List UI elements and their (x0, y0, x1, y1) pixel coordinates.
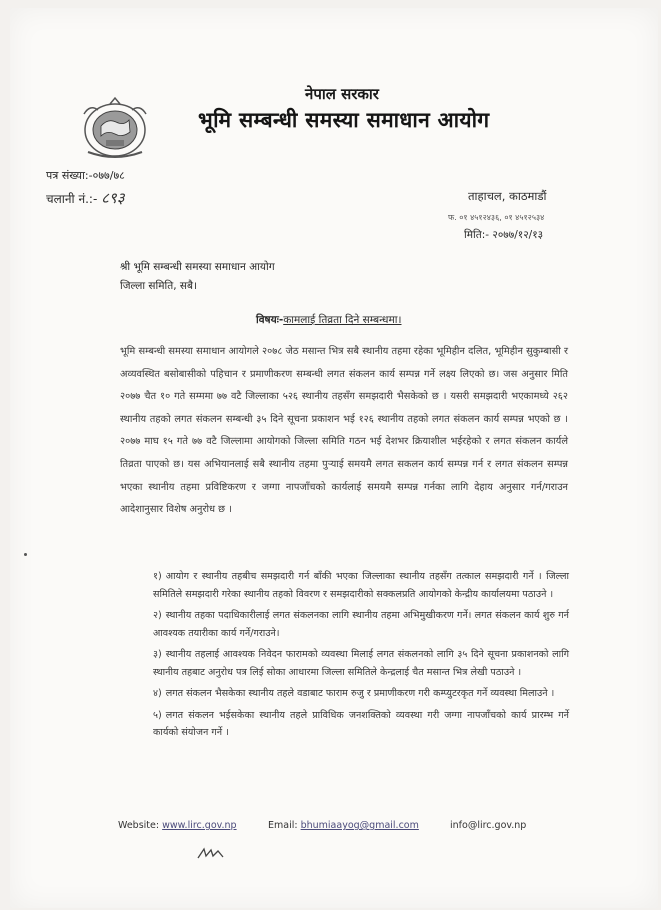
office-phone: फ. ०१ ४५१२४३६, ०१ ४५१२५३४ (448, 213, 545, 222)
subject-text: कामलाई तिव्रता दिने सम्बन्धमा। (283, 314, 402, 326)
government-title: नेपाल सरकार (305, 85, 379, 103)
list-item (153, 685, 569, 703)
list-item-number: २) (153, 610, 162, 621)
dispatch-value: ८९३ (101, 189, 125, 207)
date-label: मिति:- (464, 229, 490, 241)
list-item (153, 607, 569, 642)
email-label: Email: (268, 820, 298, 831)
email-link[interactable]: bhumiaayog@gmail.com (300, 820, 419, 831)
footer-email (268, 820, 419, 831)
subject-label: विषयः- (256, 314, 284, 326)
body-paragraph: भूमि सम्बन्धी समस्या समाधान आयोगले २०७८ जेठ मसान्त भित्र सबै स्थानीय तहमा रहेका भूमिहीन दलित, भूमिहीन सुकुम्बासी र अव्यवस्थित बसोबासीको पहिचान र प्रमाणीकरण सम्बन्धी लगत संकलन कार्य सम्पन्न गर्ने लक्ष्य लिएको छ। जस अनुसार मिति २०७७ चैत १० गते सम्ममा ७७ वटै जिल्लाका ५२६ स्थानीय तहसँग समझदारी भैसकेको छ । यसरी समझदारी भएकामध्ये २६२ स्थानीय तहको लगत संकलन सम्बन्धी ३५ दिने सूचना प्रकाशन भई १२६ स्थानीय तहको लगत संकलन कार्य सम्पन्न भएको छ । २०७७ माघ १५ गते ७७ वटै जिल्लामा आयोगको जिल्ला समिति गठन भई देशभर क्रियाशील भईरहेको र लगत संकलन कार्यले तिव्रता पाएको छ। यस अभियानलाई सबै स्थानीय तहमा पुऱ्याई समयमै लगत सकलन कार्य सम्पन्न गर्न र लगत संकलन सम्पन्न भएका स्थानीय तहमा प्रविष्टिकरण र जग्गा नापजाँचको कार्यलाई समयमै सम्पन्न गर्नका लागि देहाय अनुसार गर्न/गराउन आदेशानुसार विशेष अनुरोध छ । (120, 346, 568, 516)
commission-title: भूमि सम्बन्धी समस्या समाधान आयोग (198, 108, 490, 132)
reference-value: ०७७/७८ (92, 169, 125, 182)
list-item-text: स्थानीय तहलाई आवश्यक निवेदन फारामको व्यवस्था मिलाई लगत संकलनको लागि ३५ दिने सूचना प्रकाशनको लागि स्थानीय तहबाट अनुरोध पत्र लिई सोका आधारमा जिल्ला समितिले केन्द्रलाई चैत मसान्त भित्र लेखी पठाउने । (153, 649, 569, 678)
reference-label: पत्र संख्या:- (46, 169, 93, 182)
list-item (153, 707, 569, 742)
signature-mark-icon (196, 846, 226, 860)
dispatch-number (46, 188, 125, 208)
scan-dot (24, 553, 27, 556)
website-label: Website: (118, 820, 160, 831)
recipient-line-2: जिल्ला समिति, सबै। (120, 280, 197, 292)
recipient-line-1: श्री भूमि सम्बन्धी समस्या समाधान आयोग (120, 261, 275, 273)
footer-info-email: info@lirc.gov.np (450, 820, 527, 831)
subject-line (256, 313, 402, 327)
list-item-text: आयोग र स्थानीय तहबीच समझदारी गर्न बाँकी भएका जिल्लाका स्थानीय तहसँग तत्काल समझदारी गर्ने । जिल्ला समितिले समझदारी गरेका स्थानीय तहको विवरण र समझदारीको सक्कलप्रति आयोगको केन्द्रीय कार्यालयमा पठाउने । (153, 571, 569, 600)
list-item (153, 568, 569, 603)
office-place: ताहाचल, काठमाडौं (468, 189, 547, 203)
dispatch-label: चलानी नं.:- (46, 192, 98, 206)
footer-website (118, 820, 237, 831)
list-item-text: स्थानीय तहका पदाधिकारीलाई लगत संकलनका लागि स्थानीय तहमा अभिमुखीकरण गर्ने। लगत संकलन कार्य शुरु गर्न आवश्यक तयारीका कार्य गर्ने/गराउने। (153, 610, 569, 639)
list-item (153, 646, 569, 681)
letter-date (464, 228, 543, 242)
list-item-number: १) (153, 571, 162, 582)
nepal-emblem-icon (76, 96, 154, 162)
website-link[interactable]: www.lirc.gov.np (162, 820, 237, 831)
list-item-text: लगत संकलन भैसकेका स्थानीय तहले वडाबाट फाराम रुजु र प्रमाणीकरण गरी कम्प्युटरकृत गर्ने व्यवस्था मिलाउने । (165, 688, 555, 699)
instruction-list (153, 568, 569, 746)
list-item-number: ३) (153, 649, 162, 660)
date-value: २०७७/१२/१३ (492, 229, 544, 241)
list-item-number: ४) (153, 688, 162, 699)
list-item-text: लगत संकलन भईसकेका स्थानीय तहले प्राविधिक जनशक्तिको व्यवस्था गरी जग्गा नापजाँचको कार्य प्रारम्भ गर्ने कार्यको संयोजन गर्ने । (153, 709, 569, 738)
list-item-number: ५) (153, 709, 162, 721)
letter-page (10, 8, 658, 908)
reference-number (46, 168, 125, 183)
